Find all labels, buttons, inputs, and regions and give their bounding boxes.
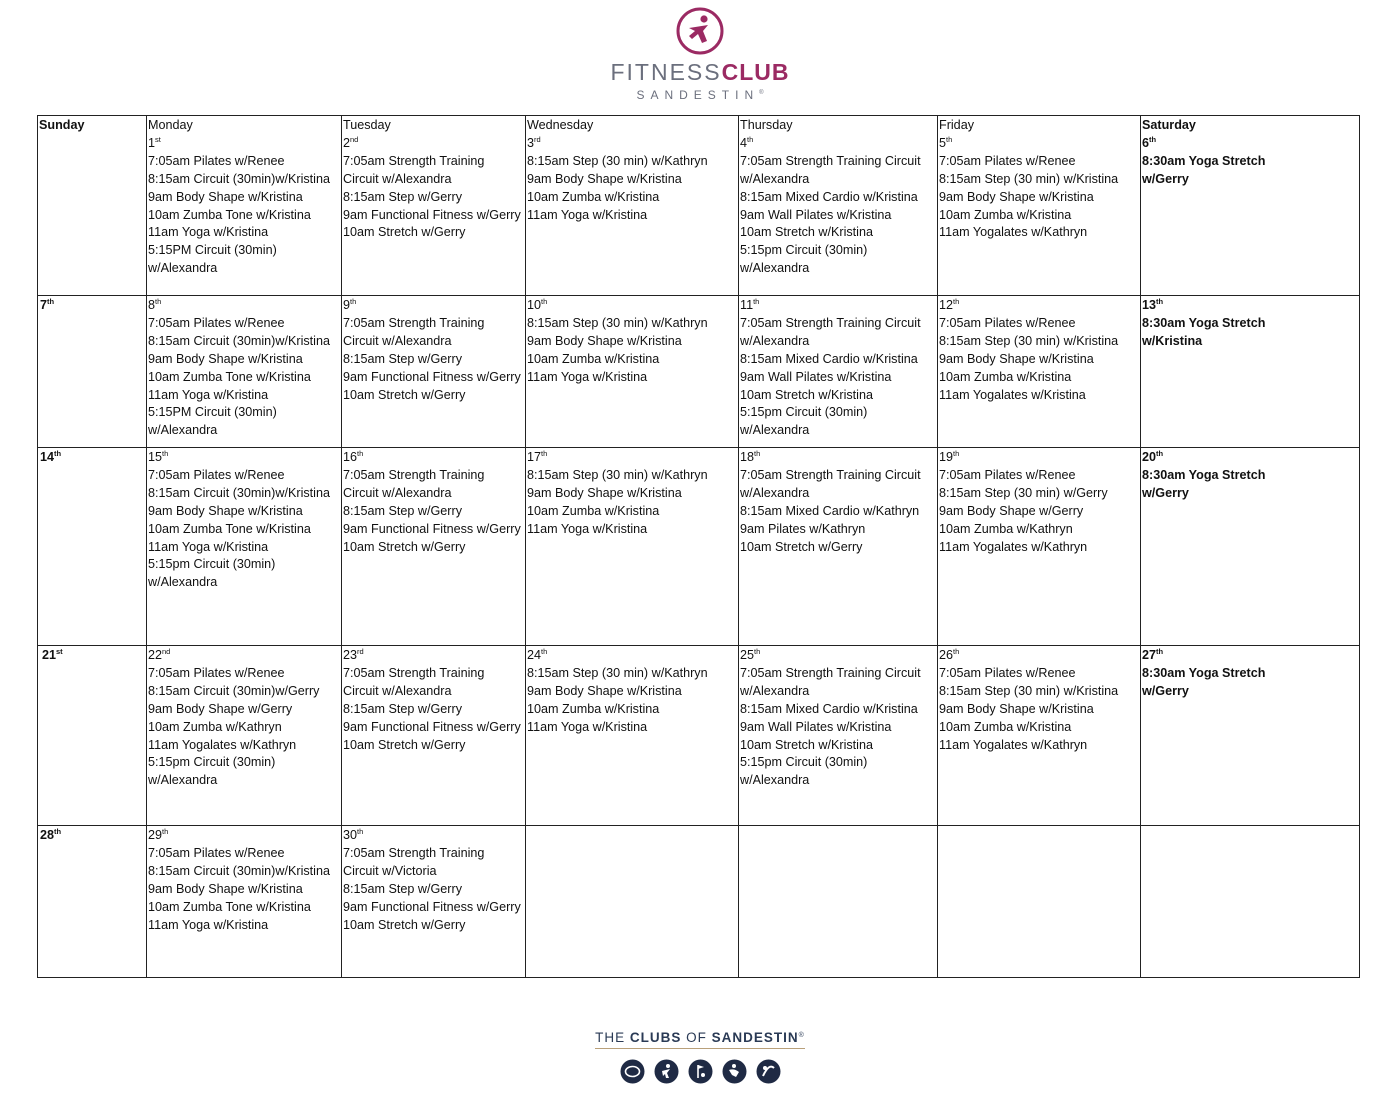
class-entry: w/Gerry [1142, 485, 1189, 500]
date-label [740, 647, 937, 665]
date-number: 22 [148, 648, 163, 662]
class-entry: 7:05am Pilates w/Renee [148, 665, 285, 680]
class-entry: 10am Stretch w/Kristina [740, 225, 873, 240]
date-suffix: th [953, 297, 960, 306]
date-label [740, 449, 937, 467]
date-label [527, 647, 738, 665]
class-entry: 10am Stretch w/Gerry [343, 387, 466, 402]
day-cell [342, 646, 526, 826]
day-cell [147, 448, 342, 646]
class-entry: 5:15pm Circuit (30min) [148, 557, 276, 572]
date-suffix: rd [357, 647, 364, 656]
class-entry: w/Alexandra [740, 485, 810, 500]
date-label [1142, 297, 1359, 315]
class-entry: 8:15am Circuit (30min)w/Kristina [148, 863, 330, 878]
date-number: 16 [343, 450, 358, 464]
class-entry: 7:05am Pilates w/Renee [939, 315, 1076, 330]
class-entry: w/Alexandra [740, 423, 810, 438]
class-entry: 8:15am Mixed Cardio w/Kristina [740, 189, 918, 204]
class-entry: 7:05am Pilates w/Renee [939, 665, 1076, 680]
date-number: 10 [527, 298, 542, 312]
class-entry: 10am Stretch w/Gerry [343, 917, 466, 932]
date-number: 13 [1142, 298, 1157, 312]
day-cell [739, 116, 938, 296]
class-entry: 9am Functional Fitness w/Gerry [343, 899, 521, 914]
day-cell [739, 448, 938, 646]
date-suffix: th [1156, 297, 1164, 306]
class-entry: 8:15am Mixed Cardio w/Kathryn [740, 503, 920, 518]
class-entry: 9am Body Shape w/Kristina [527, 333, 682, 348]
class-entry: 8:15am Step w/Gerry [343, 881, 462, 896]
class-entry: 5:15PM Circuit (30min) [148, 243, 277, 258]
class-entry: 7:05am Strength Training Circuit [740, 315, 921, 330]
class-entry: 10am Zumba w/Kristina [527, 351, 660, 366]
class-entry: 10am Stretch w/Kristina [740, 387, 873, 402]
footer-trademark: ® [798, 1032, 805, 1039]
class-entry: 7:05am Strength Training [343, 153, 485, 168]
class-entry: 7:05am Strength Training Circuit [740, 665, 921, 680]
date-label [343, 135, 525, 153]
date-label [343, 827, 525, 845]
golf-club-icon [688, 1059, 713, 1084]
class-entry: 9am Body Shape w/Kristina [148, 351, 303, 366]
day-cell [342, 116, 526, 296]
date-suffix: th [1156, 647, 1164, 656]
week-row [38, 296, 1360, 448]
day-cell [526, 646, 739, 826]
class-entry: w/Alexandra [740, 261, 810, 276]
date-suffix: th [54, 449, 62, 458]
footer-title [595, 1028, 805, 1049]
date-suffix: th [1156, 449, 1164, 458]
date-suffix: th [754, 647, 761, 656]
class-entry: 10am Zumba Tone w/Kristina [148, 207, 311, 222]
class-entry: 8:15am Step w/Gerry [343, 189, 462, 204]
date-number: 29 [148, 828, 163, 842]
date-suffix: nd [350, 134, 359, 144]
date-number: 15 [148, 450, 163, 464]
date-label [939, 297, 1140, 315]
date-suffix: th [946, 134, 953, 144]
date-number: 24 [527, 648, 542, 662]
day-cell [1141, 448, 1360, 646]
class-entry: 5:15pm Circuit (30min) [148, 755, 276, 770]
date-number: 23 [343, 648, 358, 662]
class-entry: 10am Stretch w/Gerry [343, 539, 466, 554]
logo-subtitle [0, 86, 1400, 102]
day-cell [526, 116, 739, 296]
date-label [1142, 135, 1359, 153]
date-number: 7 [40, 298, 48, 312]
date-number: 26 [939, 648, 954, 662]
date-label [148, 827, 341, 845]
date-suffix: th [350, 297, 357, 306]
date-suffix: th [953, 449, 960, 458]
class-entry: 11am Yoga w/Kristina [148, 387, 269, 402]
day-header: Monday [148, 118, 193, 132]
class-entry: w/Alexandra [148, 575, 218, 590]
class-entry: 8:30am Yoga Stretch [1142, 665, 1266, 680]
date-label [527, 297, 738, 315]
date-suffix: rd [534, 134, 541, 144]
class-entry: w/Kristina [1142, 333, 1203, 348]
class-entry: 8:30am Yoga Stretch [1142, 467, 1266, 482]
day-cell [526, 296, 739, 448]
day-cell [147, 296, 342, 448]
day-cell [1141, 296, 1360, 448]
date-number: 14 [40, 450, 55, 464]
date-suffix: th [54, 827, 62, 836]
date-number: 12 [939, 298, 954, 312]
date-number: 11 [740, 298, 754, 312]
date-label [343, 647, 525, 665]
date-number: 21 [42, 648, 57, 662]
class-entry: 9am Wall Pilates w/Kristina [740, 207, 892, 222]
class-entry: 11am Yoga w/Kristina [527, 719, 648, 734]
logo-trademark: ® [759, 90, 764, 96]
class-entry: 9am Functional Fitness w/Gerry [343, 207, 521, 222]
class-entry: 9am Body Shape w/Kristina [148, 189, 303, 204]
date-number: 1 [148, 135, 156, 150]
day-cell [147, 646, 342, 826]
class-entry: 5:15pm Circuit (30min) [740, 405, 868, 420]
class-entry: 8:15am Step w/Gerry [343, 503, 462, 518]
date-suffix: nd [162, 647, 171, 656]
footer-title-of: OF [681, 1030, 712, 1045]
logo-wordmark [0, 60, 1400, 84]
date-number: 19 [939, 450, 954, 464]
class-entry: 7:05am Pilates w/Renee [148, 467, 285, 482]
date-label [148, 449, 341, 467]
date-label [39, 647, 146, 665]
fitness-club-logo [0, 6, 1400, 102]
class-entry: 9am Body Shape w/Gerry [939, 503, 1084, 518]
class-entry: 11am Yogalates w/Kathryn [939, 737, 1088, 752]
date-label [148, 647, 341, 665]
class-entry: w/Alexandra [740, 171, 810, 186]
class-entry: 8:30am Yoga Stretch [1142, 315, 1266, 330]
footer-title-sandestin: SANDESTIN [711, 1030, 799, 1045]
class-entry: 9am Body Shape w/Kristina [527, 171, 682, 186]
date-label [527, 449, 738, 467]
fitness-figure-icon [675, 6, 725, 56]
date-suffix: th [953, 647, 960, 656]
logo-word-club: CLUB [721, 59, 790, 85]
week-row [38, 646, 1360, 826]
class-entry: 8:15am Step w/Gerry [343, 701, 462, 716]
date-number: 2 [343, 135, 351, 150]
class-entry: 8:15am Circuit (30min)w/Kristina [148, 485, 330, 500]
class-entry: 9am Functional Fitness w/Gerry [343, 719, 521, 734]
date-label [39, 827, 146, 845]
class-entry: 7:05am Strength Training Circuit [740, 467, 921, 482]
date-label [1142, 449, 1359, 467]
class-entry: 10am Zumba Tone w/Kristina [148, 899, 311, 914]
fitness-club-icon [654, 1059, 679, 1084]
day-cell [739, 826, 938, 978]
class-entry: 7:05am Strength Training [343, 467, 485, 482]
class-entry: 10am Zumba w/Kristina [527, 189, 660, 204]
class-entry: 10am Zumba w/Kristina [939, 719, 1072, 734]
day-cell [38, 826, 147, 978]
day-header: Saturday [1142, 118, 1196, 132]
day-header: Tuesday [343, 118, 391, 132]
class-entry: 11am Yoga w/Kristina [527, 369, 648, 384]
class-entry: 9am Functional Fitness w/Gerry [343, 369, 521, 384]
date-suffix: th [1149, 134, 1157, 144]
tennis-club-icon [620, 1059, 645, 1084]
class-entry: 10am Zumba w/Kristina [939, 207, 1072, 222]
class-entry: w/Alexandra [148, 773, 218, 788]
class-entry: w/Alexandra [148, 261, 218, 276]
date-number: 6 [1142, 135, 1150, 150]
class-entry: 8:15am Step (30 min) w/Kathryn [527, 665, 708, 680]
day-cell [739, 646, 938, 826]
class-entry: w/Gerry [1142, 171, 1189, 186]
class-entry: 8:15am Step (30 min) w/Kathryn [527, 315, 708, 330]
date-suffix: th [541, 297, 548, 306]
class-entry: w/Alexandra [148, 423, 218, 438]
week-row [38, 826, 1360, 978]
date-label [740, 135, 937, 153]
class-entry: 7:05am Strength Training [343, 315, 485, 330]
day-header: Wednesday [527, 118, 594, 132]
class-entry: 7:05am Pilates w/Renee [939, 467, 1076, 482]
day-header: Thursday [740, 118, 793, 132]
class-entry: 9am Wall Pilates w/Kristina [740, 719, 892, 734]
day-cell [526, 826, 739, 978]
class-entry: 11am Yoga w/Kristina [148, 225, 269, 240]
class-entry: Circuit w/Alexandra [343, 485, 452, 500]
class-entry: 9am Functional Fitness w/Gerry [343, 521, 521, 536]
class-entry: 10am Stretch w/Gerry [343, 737, 466, 752]
day-cell [938, 646, 1141, 826]
date-label [39, 297, 146, 315]
class-entry: w/Alexandra [740, 683, 810, 698]
date-number: 4 [740, 135, 748, 150]
date-suffix: th [753, 297, 760, 306]
date-label [39, 449, 146, 467]
date-label [343, 297, 525, 315]
class-entry: 8:15am Step w/Gerry [343, 351, 462, 366]
class-entry: 8:15am Step (30 min) w/Kristina [939, 333, 1119, 348]
footer-title-the: THE [595, 1030, 630, 1045]
class-entry: 7:05am Pilates w/Renee [148, 153, 285, 168]
class-entry: 10am Zumba Tone w/Kristina [148, 369, 311, 384]
date-suffix: th [747, 134, 754, 144]
date-number: 28 [40, 828, 55, 842]
date-number: 25 [740, 648, 755, 662]
class-entry: 11am Yoga w/Kristina [527, 207, 648, 222]
week-row [38, 448, 1360, 646]
day-cell [147, 826, 342, 978]
class-entry: w/Alexandra [740, 333, 810, 348]
class-entry: 8:15am Step (30 min) w/Kristina [939, 683, 1119, 698]
day-cell [1141, 646, 1360, 826]
day-cell [938, 448, 1141, 646]
footer-title-clubs: CLUBS [629, 1030, 682, 1045]
class-entry: 8:15am Circuit (30min)w/Kristina [148, 171, 330, 186]
date-number: 5 [939, 135, 947, 150]
class-entry: 11am Yogalates w/Kathryn [939, 539, 1088, 554]
day-cell [38, 646, 147, 826]
day-cell [38, 296, 147, 448]
class-entry: 7:05am Pilates w/Renee [148, 315, 285, 330]
class-entry: 7:05am Strength Training [343, 845, 485, 860]
date-number: 18 [740, 450, 755, 464]
class-entry: 9am Body Shape w/Kristina [939, 701, 1094, 716]
class-entry: 10am Stretch w/Kristina [740, 737, 873, 752]
class-entry: 11am Yoga w/Kristina [148, 917, 269, 932]
date-suffix: st [56, 647, 63, 656]
date-suffix: th [754, 449, 761, 458]
class-entry: 5:15PM Circuit (30min) [148, 405, 277, 420]
day-cell [38, 116, 147, 296]
date-label [148, 297, 341, 315]
class-entry: 9am Body Shape w/Kristina [527, 485, 682, 500]
date-label [148, 135, 341, 153]
date-label [740, 297, 937, 315]
schedule-calendar [37, 115, 1360, 978]
date-number: 3 [527, 135, 535, 150]
date-label [939, 449, 1140, 467]
day-cell [1141, 826, 1360, 978]
day-cell [526, 448, 739, 646]
class-entry: 9am Pilates w/Kathryn [740, 521, 866, 536]
class-entry: 10am Zumba w/Kathryn [148, 719, 282, 734]
date-label [939, 135, 1140, 153]
class-entry: 11am Yogalates w/Kristina [939, 387, 1086, 402]
class-entry: 8:15am Step (30 min) w/Kristina [939, 171, 1119, 186]
class-entry: 10am Stretch w/Gerry [343, 225, 466, 240]
date-number: 27 [1142, 648, 1157, 662]
class-entry: Circuit w/Alexandra [343, 171, 452, 186]
day-header: Friday [939, 118, 974, 132]
class-entry: 10am Zumba w/Kristina [527, 701, 660, 716]
class-entry: 8:15am Circuit (30min)w/Gerry [148, 683, 320, 698]
date-suffix: th [357, 827, 364, 836]
class-entry: 8:30am Yoga Stretch [1142, 153, 1266, 168]
logo-word-fitness: FITNESS [610, 59, 722, 85]
date-suffix: th [155, 297, 162, 306]
club-icons [0, 1059, 1400, 1084]
sports-club-icon [756, 1059, 781, 1084]
class-entry: 10am Zumba w/Kristina [939, 369, 1072, 384]
class-entry: 11am Yogalates w/Kathryn [148, 737, 297, 752]
class-entry: 11am Yoga w/Kristina [148, 539, 269, 554]
day-cell [1141, 116, 1360, 296]
day-cell [739, 296, 938, 448]
date-label [343, 449, 525, 467]
day-cell [342, 296, 526, 448]
class-entry: 8:15am Step (30 min) w/Kathryn [527, 153, 708, 168]
class-entry: 11am Yoga w/Kristina [527, 521, 648, 536]
day-cell [938, 826, 1141, 978]
day-cell [938, 116, 1141, 296]
date-suffix: st [155, 134, 161, 144]
class-entry: 5:15pm Circuit (30min) [740, 243, 868, 258]
class-entry: 9am Body Shape w/Kristina [939, 189, 1094, 204]
date-suffix: th [541, 647, 548, 656]
beach-club-icon [722, 1059, 747, 1084]
class-entry: 8:15am Circuit (30min)w/Kristina [148, 333, 330, 348]
day-cell [147, 116, 342, 296]
date-suffix: th [162, 449, 169, 458]
class-entry: 10am Zumba w/Kathryn [939, 521, 1073, 536]
footer [0, 1028, 1400, 1084]
class-entry: 9am Body Shape w/Kristina [148, 503, 303, 518]
date-label [939, 647, 1140, 665]
class-entry: 8:15am Mixed Cardio w/Kristina [740, 701, 918, 716]
class-entry: 9am Body Shape w/Kristina [939, 351, 1094, 366]
day-cell [938, 296, 1141, 448]
date-number: 8 [148, 298, 156, 312]
date-label [527, 135, 738, 153]
week-row [38, 116, 1360, 296]
class-entry: 9am Wall Pilates w/Kristina [740, 369, 892, 384]
class-entry: 11am Yogalates w/Kathryn [939, 225, 1088, 240]
day-cell [342, 826, 526, 978]
class-entry: 7:05am Strength Training Circuit [740, 153, 921, 168]
class-entry: 8:15am Step (30 min) w/Kathryn [527, 467, 708, 482]
class-entry: 9am Body Shape w/Kristina [527, 683, 682, 698]
date-number: 30 [343, 828, 358, 842]
logo-subtitle-text: SANDESTIN [636, 88, 760, 102]
date-number: 20 [1142, 450, 1157, 464]
class-entry: 5:15pm Circuit (30min) [740, 755, 868, 770]
day-header: Sunday [39, 118, 85, 132]
class-entry: 10am Zumba Tone w/Kristina [148, 521, 311, 536]
class-entry: 10am Zumba w/Kristina [527, 503, 660, 518]
class-entry: 9am Body Shape w/Gerry [148, 701, 293, 716]
date-suffix: th [541, 449, 548, 458]
class-entry: Circuit w/Victoria [343, 863, 437, 878]
day-cell [38, 448, 147, 646]
class-entry: 10am Stretch w/Gerry [740, 539, 863, 554]
class-entry: Circuit w/Alexandra [343, 333, 452, 348]
class-entry: 8:15am Mixed Cardio w/Kristina [740, 351, 918, 366]
date-suffix: th [162, 827, 169, 836]
date-number: 17 [527, 450, 542, 464]
date-label [1142, 647, 1359, 665]
class-entry: 8:15am Step (30 min) w/Gerry [939, 485, 1108, 500]
class-entry: w/Alexandra [740, 773, 810, 788]
class-entry: w/Gerry [1142, 683, 1189, 698]
day-cell [342, 448, 526, 646]
date-number: 9 [343, 298, 351, 312]
class-entry: 7:05am Pilates w/Renee [148, 845, 285, 860]
class-entry: 9am Body Shape w/Kristina [148, 881, 303, 896]
date-suffix: th [357, 449, 364, 458]
class-entry: Circuit w/Alexandra [343, 683, 452, 698]
class-entry: 7:05am Strength Training [343, 665, 485, 680]
class-entry: 7:05am Pilates w/Renee [939, 153, 1076, 168]
date-suffix: th [47, 297, 55, 306]
